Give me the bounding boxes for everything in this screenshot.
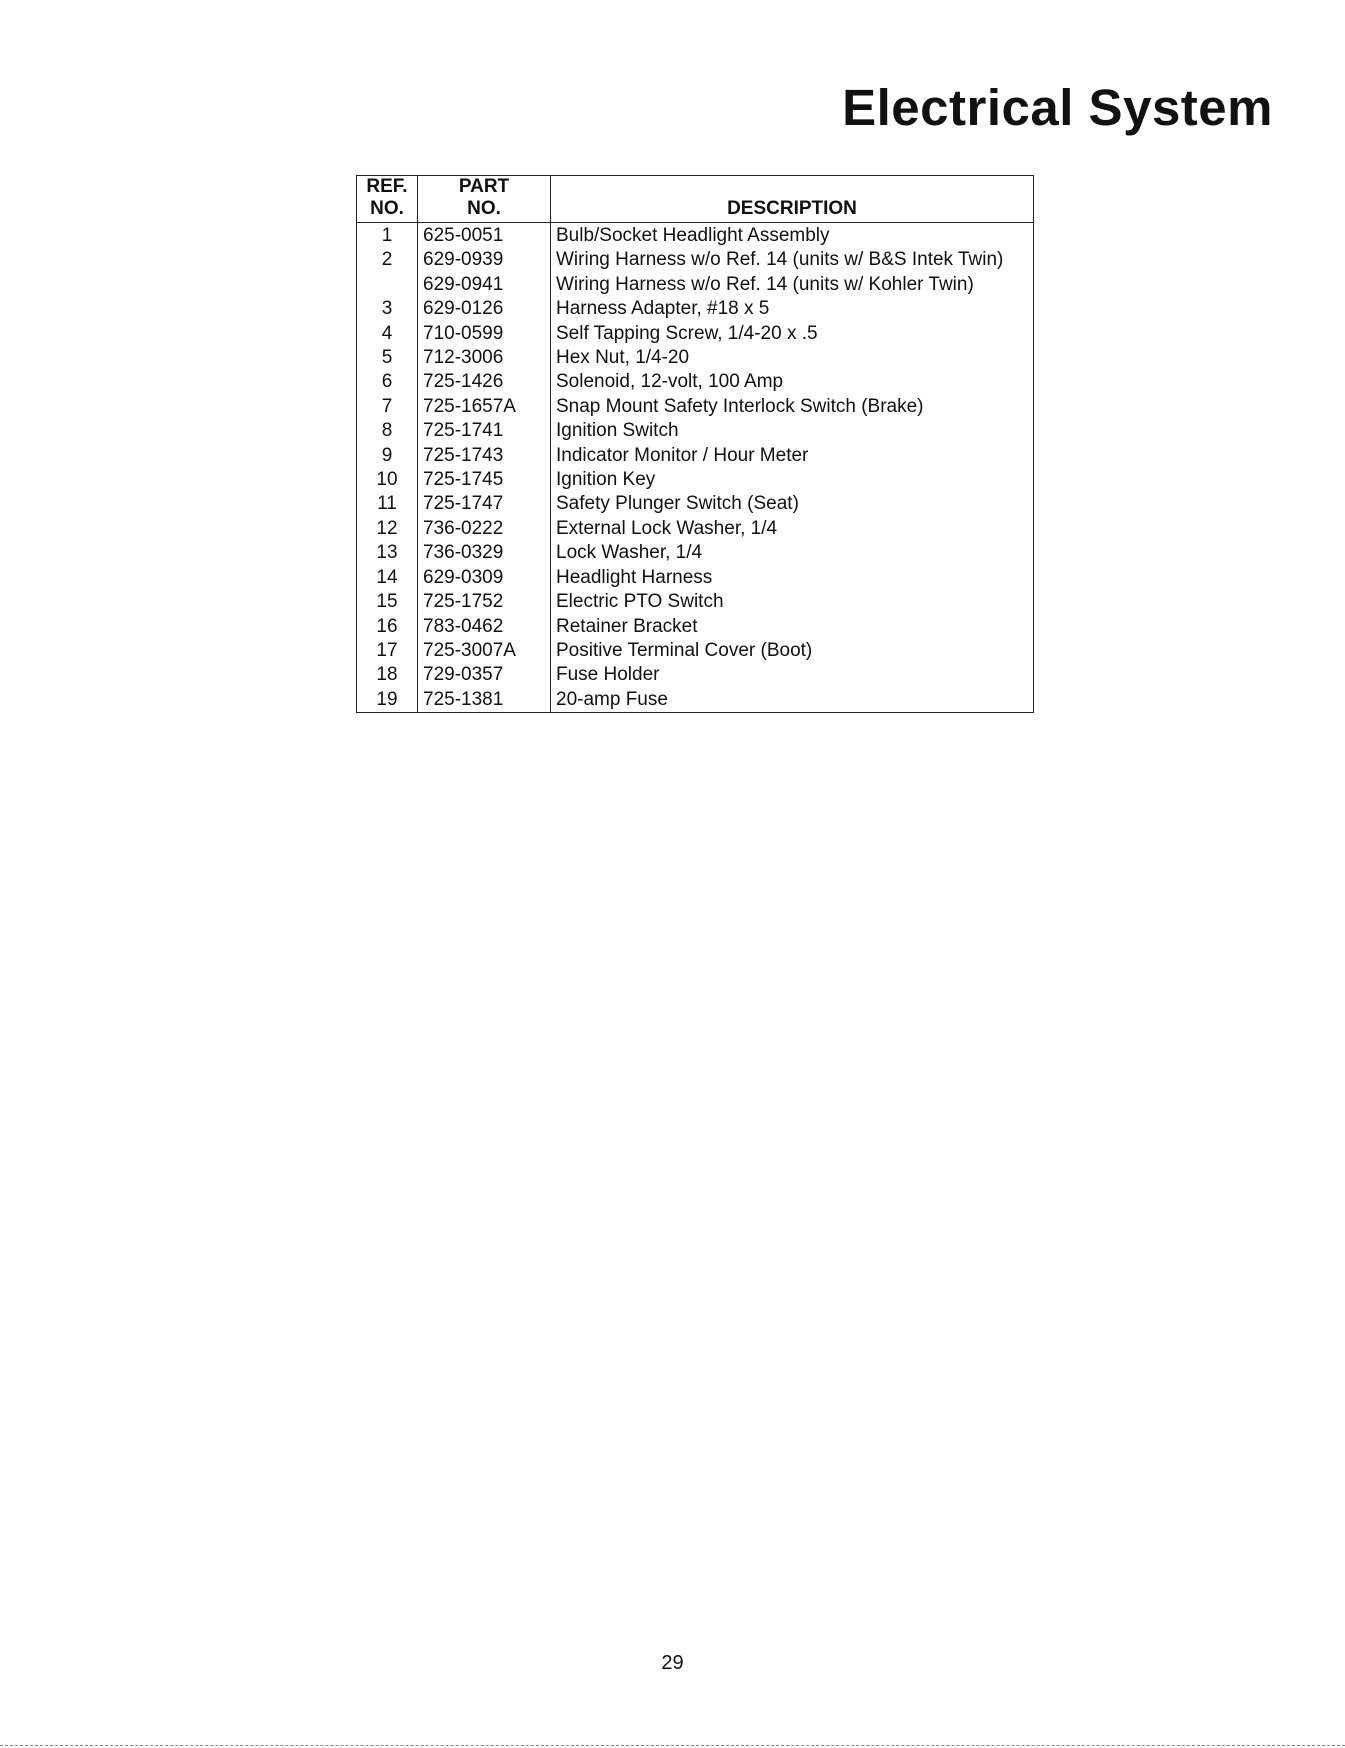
cell-description: Self Tapping Screw, 1/4-20 x .5 bbox=[551, 322, 1034, 346]
header-ref-no bbox=[357, 176, 418, 223]
cell-description: Hex Nut, 1/4-20 bbox=[551, 346, 1034, 370]
cell-part-no: 625-0051 bbox=[418, 223, 551, 249]
table-row bbox=[357, 566, 1034, 590]
cell-description: Positive Terminal Cover (Boot) bbox=[551, 639, 1034, 663]
cell-ref: 4 bbox=[381, 322, 393, 344]
cell-ref: 3 bbox=[381, 298, 393, 320]
cell-description: Electric PTO Switch bbox=[551, 590, 1034, 614]
cell-part-no: 629-0126 bbox=[418, 297, 551, 321]
cell-ref: 19 bbox=[376, 688, 398, 710]
table-header bbox=[357, 176, 1034, 223]
cell-ref: 2 bbox=[381, 249, 393, 271]
cell-part-no: 725-1747 bbox=[418, 492, 551, 516]
header-ref-line1: REF. bbox=[366, 176, 408, 197]
table-row bbox=[357, 370, 1034, 394]
table-row bbox=[357, 322, 1034, 346]
cell-ref: 11 bbox=[377, 493, 397, 515]
cell-ref: 5 bbox=[381, 347, 393, 369]
table-row bbox=[357, 223, 1034, 249]
header-part-line2: NO. bbox=[467, 198, 501, 219]
cell-ref: 10 bbox=[376, 469, 398, 491]
page-title: Electrical System bbox=[842, 79, 1273, 136]
cell-ref: 12 bbox=[376, 517, 398, 539]
table-row bbox=[357, 541, 1034, 565]
cell-part-no: 736-0222 bbox=[418, 517, 551, 541]
cell-ref: 7 bbox=[381, 395, 393, 417]
cell-description: Ignition Key bbox=[551, 468, 1034, 492]
cell-part-no: 725-1745 bbox=[418, 468, 551, 492]
cell-ref: 9 bbox=[381, 444, 393, 466]
cell-part-no: 725-1741 bbox=[418, 419, 551, 443]
table-row bbox=[357, 297, 1034, 321]
cell-description: Indicator Monitor / Hour Meter bbox=[551, 444, 1034, 468]
cell-description: Lock Washer, 1/4 bbox=[551, 541, 1034, 565]
table-row bbox=[357, 517, 1034, 541]
cell-ref: 1 bbox=[381, 225, 393, 246]
cell-part-no: 725-3007A bbox=[418, 639, 551, 663]
cell-ref: 14 bbox=[376, 566, 398, 588]
table-row bbox=[357, 492, 1034, 516]
table-row bbox=[357, 590, 1034, 614]
cell-description: 20-amp Fuse bbox=[551, 688, 1034, 713]
header-description: DESCRIPTION bbox=[551, 176, 1034, 223]
page-number: 29 bbox=[661, 1652, 684, 1674]
cell-description: Solenoid, 12-volt, 100 Amp bbox=[551, 370, 1034, 394]
cell-description: Snap Mount Safety Interlock Switch (Brake) bbox=[551, 395, 1034, 419]
cell-description: Ignition Switch bbox=[551, 419, 1034, 443]
table-row bbox=[357, 615, 1034, 639]
table-row bbox=[357, 346, 1034, 370]
cell-ref: 13 bbox=[376, 542, 398, 564]
cell-ref bbox=[357, 273, 418, 297]
cell-description: Headlight Harness bbox=[551, 566, 1034, 590]
cell-part-no: 783-0462 bbox=[418, 615, 551, 639]
header-ref-line2: NO. bbox=[370, 198, 404, 219]
cell-description: Harness Adapter, #18 x 5 bbox=[551, 297, 1034, 321]
cell-part-no: 725-1381 bbox=[418, 688, 551, 713]
table-row bbox=[357, 395, 1034, 419]
cell-description: Wiring Harness w/o Ref. 14 (units w/ B&S Intek Twin) bbox=[551, 248, 1034, 272]
cell-part-no: 725-1743 bbox=[418, 444, 551, 468]
cell-description: Safety Plunger Switch (Seat) bbox=[551, 492, 1034, 516]
cell-part-no: 710-0599 bbox=[418, 322, 551, 346]
table-body bbox=[357, 223, 1034, 713]
header-part-line1: PART bbox=[458, 176, 510, 197]
cell-ref: 18 bbox=[376, 664, 398, 686]
header-part-no bbox=[418, 176, 551, 223]
cell-ref: 15 bbox=[376, 591, 398, 613]
table-row bbox=[357, 663, 1034, 687]
table-row bbox=[357, 273, 1034, 297]
cell-ref: 17 bbox=[376, 639, 398, 661]
cell-part-no: 629-0309 bbox=[418, 566, 551, 590]
cell-part-no: 629-0939 bbox=[418, 248, 551, 272]
cell-part-no: 736-0329 bbox=[418, 541, 551, 565]
cell-description: Wiring Harness w/o Ref. 14 (units w/ Kohler Twin) bbox=[551, 273, 1034, 297]
table-row bbox=[357, 248, 1034, 272]
cell-part-no: 725-1752 bbox=[418, 590, 551, 614]
cell-description: Fuse Holder bbox=[551, 663, 1034, 687]
cell-description: Bulb/Socket Headlight Assembly bbox=[551, 223, 1034, 249]
parts-table bbox=[356, 175, 1034, 713]
table-row bbox=[357, 444, 1034, 468]
cell-description: External Lock Washer, 1/4 bbox=[551, 517, 1034, 541]
cell-description: Retainer Bracket bbox=[551, 615, 1034, 639]
table-row bbox=[357, 639, 1034, 663]
table-row bbox=[357, 468, 1034, 492]
cell-ref: 16 bbox=[376, 615, 398, 637]
cell-ref: 8 bbox=[381, 420, 393, 442]
cell-part-no: 725-1657A bbox=[418, 395, 551, 419]
cell-part-no: 629-0941 bbox=[418, 273, 551, 297]
cell-part-no: 725-1426 bbox=[418, 370, 551, 394]
cell-ref: 6 bbox=[381, 371, 393, 393]
cell-part-no: 712-3006 bbox=[418, 346, 551, 370]
table-row bbox=[357, 688, 1034, 713]
bottom-rule bbox=[0, 1745, 1345, 1746]
table-row bbox=[357, 419, 1034, 443]
cell-part-no: 729-0357 bbox=[418, 663, 551, 687]
